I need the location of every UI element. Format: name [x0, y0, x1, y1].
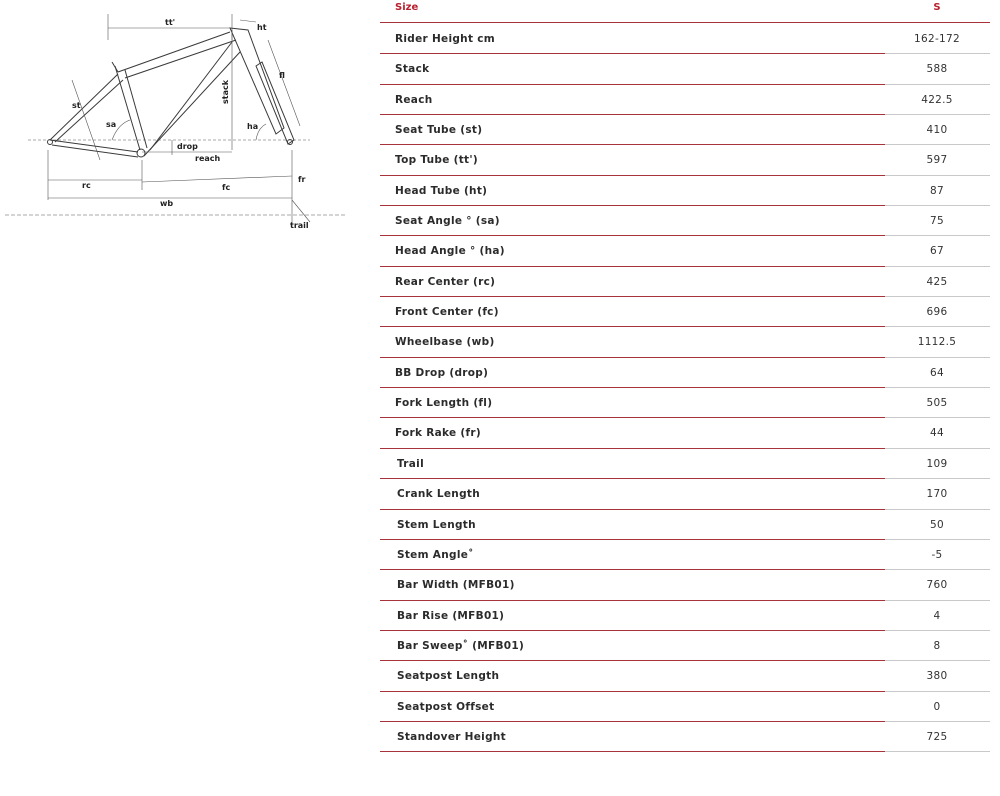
table-row: [380, 418, 990, 448]
table-row: [380, 601, 990, 631]
row-label: Rear Center (rc): [395, 275, 496, 288]
table-header: [380, 0, 990, 24]
row-label: Bar Sweep˚ (MFB01): [397, 639, 525, 652]
row-label: Stem Angle˚: [397, 548, 474, 561]
table-row: [380, 388, 990, 418]
label-wb: wb: [160, 199, 174, 208]
label-sa: sa: [106, 120, 117, 129]
label-fl: fl: [279, 71, 285, 80]
table-row: [380, 85, 990, 115]
row-label: Head Tube (ht): [395, 184, 488, 197]
table-row: [380, 115, 990, 145]
row-label: Bar Rise (MFB01): [397, 609, 505, 622]
table-row: [380, 722, 990, 752]
row-label: Fork Length (fl): [395, 397, 493, 410]
label-st: st: [72, 101, 81, 110]
row-value: 4: [933, 609, 941, 622]
row-label: Seatpost Length: [397, 670, 500, 683]
dimension-lines: [5, 14, 345, 228]
table-row: [380, 24, 990, 54]
row-value: 162-172: [914, 33, 960, 45]
table-row: [380, 692, 990, 722]
row-value: 87: [930, 184, 944, 197]
row-label: Seatpost Offset: [397, 700, 495, 713]
row-label: Seat Angle ° (sa): [395, 215, 500, 228]
row-label: Trail: [397, 457, 424, 470]
label-ha: ha: [247, 122, 259, 131]
table-row: [380, 176, 990, 206]
row-label: Stack: [395, 63, 430, 76]
row-label: Head Angle ° (ha): [395, 245, 505, 258]
table-row: [380, 236, 990, 266]
label-fc: fc: [222, 183, 231, 192]
table-row: [380, 631, 990, 661]
label-ht: ht: [257, 23, 267, 32]
table-row: [380, 449, 990, 479]
table-row: [380, 267, 990, 297]
row-value: 422.5: [921, 93, 953, 106]
row-value: 0: [933, 700, 941, 713]
row-value: -5: [931, 548, 943, 561]
row-value: 170: [926, 488, 948, 501]
table-row: [380, 206, 990, 236]
label-fr: fr: [298, 175, 306, 184]
header-size-label: Size: [395, 2, 419, 13]
frame-outline: [48, 28, 295, 157]
row-value: 380: [926, 670, 948, 683]
table-row: [380, 540, 990, 570]
table-row: [380, 297, 990, 327]
table-row: [380, 145, 990, 175]
row-value: 67: [930, 245, 944, 258]
row-label: Standover Height: [397, 730, 506, 743]
table-row: [380, 570, 990, 600]
table-row: [380, 510, 990, 540]
row-label: Reach: [395, 93, 433, 106]
row-label: Crank Length: [397, 488, 480, 501]
row-label: Wheelbase (wb): [395, 336, 495, 349]
row-value: 44: [930, 427, 944, 440]
table-row: [380, 661, 990, 691]
row-value: 109: [926, 457, 948, 470]
label-stack: stack: [221, 79, 230, 104]
table-row: [380, 54, 990, 84]
row-value: 725: [926, 730, 948, 743]
row-label: Front Center (fc): [395, 306, 499, 319]
header-divider: [380, 22, 990, 23]
header-size-value: S: [933, 2, 941, 13]
row-value: 64: [930, 366, 944, 379]
row-value: 760: [926, 579, 948, 592]
row-value: 75: [930, 215, 944, 228]
row-value: 696: [926, 306, 948, 319]
row-label: BB Drop (drop): [395, 366, 489, 379]
row-label: Rider Height cm: [395, 33, 495, 45]
row-value: 410: [926, 124, 948, 137]
row-label: Seat Tube (st): [395, 124, 483, 137]
row-label: Fork Rake (fr): [395, 427, 481, 440]
table-row: [380, 479, 990, 509]
row-value: 1112.5: [917, 336, 957, 349]
row-label: Bar Width (MFB01): [397, 579, 515, 592]
geometry-diagram: [0, 0, 350, 235]
label-drop: drop: [177, 142, 198, 151]
row-value: 50: [930, 518, 944, 531]
row-value: 597: [926, 154, 948, 167]
row-value: 588: [926, 63, 948, 76]
row-label: Stem Length: [397, 518, 476, 531]
geometry-table: [380, 0, 990, 752]
row-value: 8: [933, 639, 941, 652]
label-rc: rc: [82, 181, 91, 190]
table-row: [380, 358, 990, 388]
row-value: 505: [926, 397, 948, 410]
label-tt: tt': [165, 18, 176, 27]
row-label: Top Tube (tt'): [395, 154, 478, 167]
table-row: [380, 327, 990, 357]
label-reach: reach: [195, 154, 221, 163]
label-trail: trail: [290, 221, 309, 230]
row-value: 425: [926, 275, 948, 288]
